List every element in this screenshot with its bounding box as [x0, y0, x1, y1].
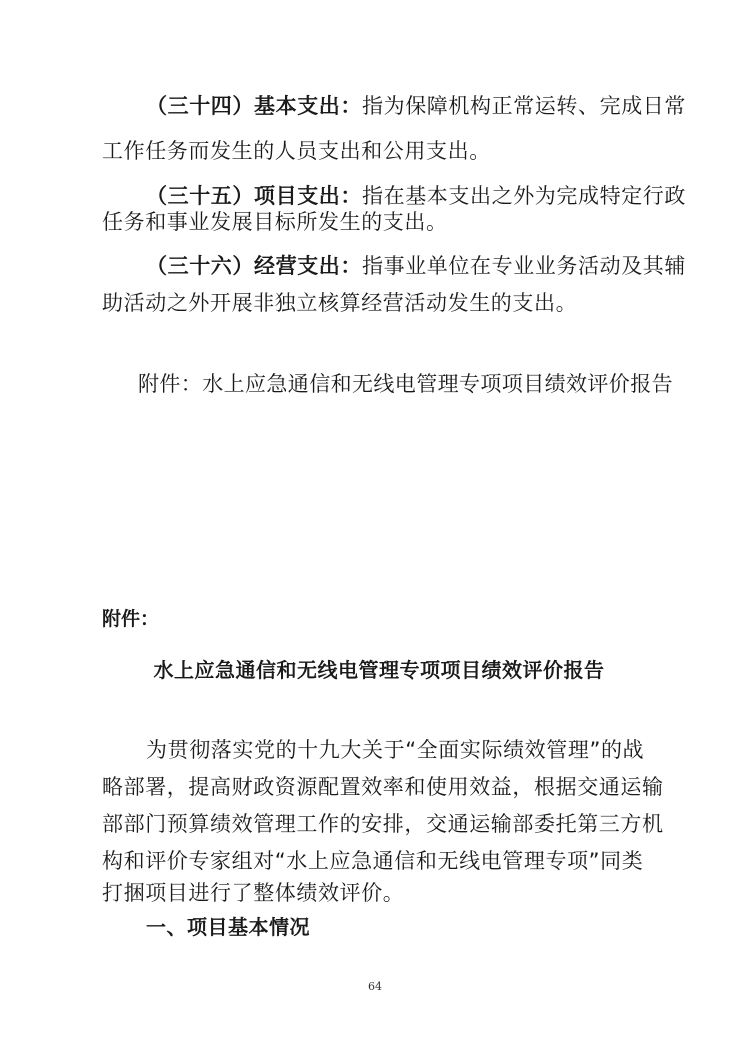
section-heading: 一、项目基本情况: [146, 915, 310, 939]
definition-36-term: （三十六）经营支出：: [146, 254, 362, 278]
definition-35-term: （三十五）项目支出：: [146, 184, 362, 208]
definition-34-line-1: [0, 91, 750, 121]
page-number: 64: [368, 980, 382, 993]
attachment-reference: 附件：水上应急通信和无线电管理专项项目绩效评价报告: [138, 372, 673, 396]
attachment-heading: 附件：: [102, 608, 160, 630]
definition-35-text: 指在基本支出之外为完成特定行政: [362, 184, 686, 208]
intro-line-5: 打捆项目进行了整体绩效评价。: [102, 881, 405, 905]
definition-36-line-2: 助活动之外开展非独立核算经营活动发生的支出。: [102, 291, 578, 315]
definition-34-text: 指为保障机构正常运转、完成日常: [362, 94, 686, 118]
definition-36-line-1: [0, 251, 750, 281]
definition-34-line-2: 工作任务而发生的人员支出和公用支出。: [102, 139, 491, 163]
definition-35-line-2: 任务和事业发展目标所发生的支出。: [102, 210, 448, 234]
definition-34-term: （三十四）基本支出：: [146, 94, 362, 118]
definition-36-text: 指事业单位在专业业务活动及其辅: [362, 254, 686, 278]
intro-line-1: 为贯彻落实党的十九大关于“全面实际绩效管理”的战: [146, 738, 645, 762]
intro-line-3: 部部门预算绩效管理工作的安排，交通运输部委托第三方机: [102, 812, 664, 836]
intro-line-2: 略部署，提高财政资源配置效率和使用效益，根据交通运输: [102, 775, 664, 799]
intro-line-4: 构和评价专家组对“水上应急通信和无线电管理专项”同类: [102, 849, 644, 873]
report-title: 水上应急通信和无线电管理专项项目绩效评价报告: [153, 658, 605, 682]
